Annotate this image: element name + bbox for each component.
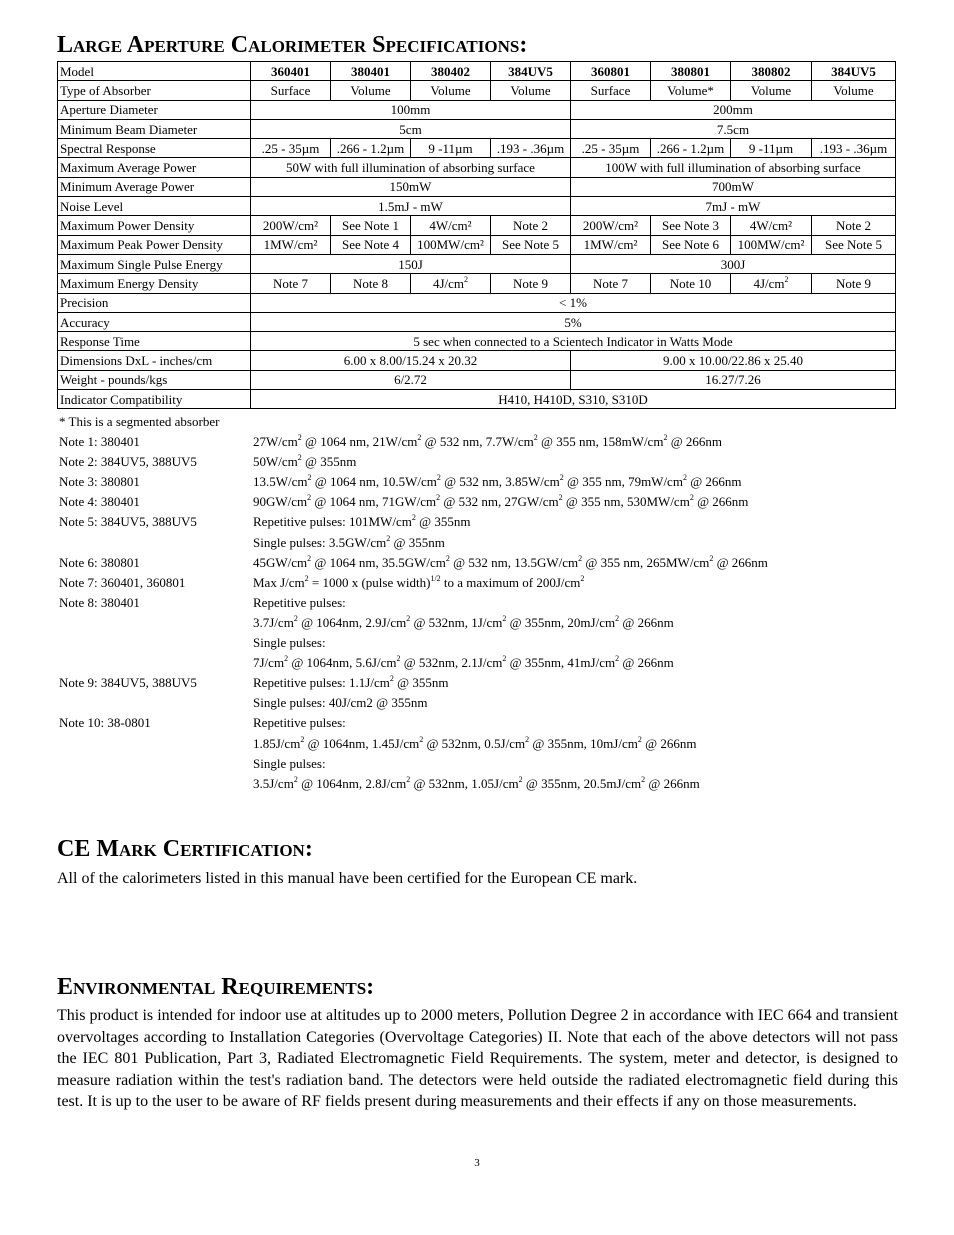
table-cell: 384UV5 (491, 62, 571, 81)
spec-heading: Large Aperture Calorimeter Specifications: (57, 32, 528, 58)
specifications-table (57, 61, 896, 409)
page-number: 3 (474, 1157, 480, 1169)
row-label-cell: Maximum Peak Power Density (58, 235, 251, 254)
note-row (59, 693, 899, 713)
table-cell: 384UV5 (812, 62, 896, 81)
note-row (59, 412, 899, 432)
table-cell: 9 -11µm (731, 139, 812, 158)
table-cell: Surface (571, 81, 651, 100)
table-cell: 4W/cm² (731, 216, 812, 235)
note-text: $45GW/cm^2$ @ 1064 nm, $35.5GW/cm^2$ @ 532 nm, $13.5GW/cm^2$ @ 355 nm, $265MW/cm^2$ @ 266nm (253, 553, 768, 570)
note-label: Note 3: 380801 (59, 474, 140, 490)
row-label-cell: Response Time (58, 332, 251, 351)
table-cell: 700mW (571, 177, 896, 196)
note-row (59, 633, 899, 653)
table-cell: See Note 1 (331, 216, 411, 235)
table-cell: Surface (251, 81, 331, 100)
note-text: $3.5J/cm^2$ @ 1064nm, $2.8J/cm^2$ @ 532nm, $1.05J/cm^2$ @ 355nm, $20.5mJ/cm^2$ @ 266nm (253, 774, 700, 791)
table-cell: H410, H410D, S310, S310D (251, 390, 896, 409)
table-cell: 1.5mJ - mW (251, 197, 571, 216)
note-row (59, 734, 899, 754)
table-cell: Volume (812, 81, 896, 100)
table-row (58, 370, 896, 389)
note-text: Single pulses: $3.5GW/cm^2$ @ 355nm (253, 533, 445, 550)
table-cell: Volume (731, 81, 812, 100)
note-label: Note 9: 384UV5, 388UV5 (59, 675, 197, 691)
note-text: Max $J/cm^2 = 1000$ x (pulse width)$^{1/2}$ to a maximum of $200J/cm^2$ (253, 573, 585, 590)
table-cell: 4W/cm² (411, 216, 491, 235)
table-cell: .25 - 35µm (571, 139, 651, 158)
table-cell: .266 - 1.2µm (651, 139, 731, 158)
note-label (59, 693, 253, 713)
table-cell: .193 - .36µm (491, 139, 571, 158)
table-row (58, 235, 896, 254)
note-label (59, 774, 253, 794)
note-label: Note 2: 384UV5, 388UV5 (59, 454, 197, 470)
note-row (59, 573, 899, 593)
row-label-cell: Type of Absorber (58, 81, 251, 100)
row-label-cell: Minimum Average Power (58, 177, 251, 196)
ce-text: All of the calorimeters listed in this manual have been certified for the European CE mark. (57, 870, 638, 887)
row-label-cell: Dimensions DxL - inches/cm (58, 351, 251, 370)
table-cell: 200W/cm² (251, 216, 331, 235)
note-label (59, 633, 253, 653)
table-cell: 360801 (571, 62, 651, 81)
table-cell: 7mJ - mW (571, 197, 896, 216)
row-label-cell: Precision (58, 293, 251, 312)
row-label-cell: Noise Level (58, 197, 251, 216)
row-label-cell: Spectral Response (58, 139, 251, 158)
table-cell: < 1% (251, 293, 896, 312)
table-cell: 6/2.72 (251, 370, 571, 389)
note-label (59, 533, 253, 553)
table-cell: See Note 5 (812, 235, 896, 254)
note-text: $7J/cm^2$ @ 1064nm, $5.6J/cm^2$ @ 532nm, $2.1J/cm^2$ @ 355nm, $41mJ/cm^2$ @ 266nm (253, 654, 674, 671)
table-row (58, 254, 896, 273)
table-row (58, 100, 896, 119)
row-label-cell: Maximum Power Density (58, 216, 251, 235)
note-label: Note 10: 38-0801 (59, 715, 151, 731)
table-cell: 380402 (411, 62, 491, 81)
table-cell: 150J (251, 254, 571, 273)
table-cell: Volume (331, 81, 411, 100)
table-cell: 100MW/cm² (731, 235, 812, 254)
note-text: Single pulses: (253, 635, 326, 651)
table-row (58, 81, 896, 100)
row-label-cell: Indicator Compatibility (58, 390, 251, 409)
table-row (58, 119, 896, 138)
table-cell: 380802 (731, 62, 812, 81)
table-cell: 360401 (251, 62, 331, 81)
table-cell: 9.00 x 10.00/22.86 x 25.40 (571, 351, 896, 370)
table-cell: Note 10 (651, 274, 731, 293)
note-label (59, 754, 253, 774)
table-cell: Note 9 (812, 274, 896, 293)
table-cell: 7.5cm (571, 119, 896, 138)
note-text (253, 412, 899, 432)
note-label (59, 613, 253, 633)
table-row (58, 197, 896, 216)
table-cell: Note 2 (812, 216, 896, 235)
table-row (58, 274, 896, 293)
table-cell: 380401 (331, 62, 411, 81)
note-row (59, 653, 899, 673)
table-cell: .193 - .36µm (812, 139, 896, 158)
note-row (59, 492, 899, 512)
table-cell: 380801 (651, 62, 731, 81)
table-cell: 6.00 x 8.00/15.24 x 20.32 (251, 351, 571, 370)
note-row (59, 593, 899, 613)
table-cell: 150mW (251, 177, 571, 196)
table-row (58, 332, 896, 351)
table-row (58, 158, 896, 177)
table-cell: 1MW/cm² (251, 235, 331, 254)
note-text: $13.5W/cm^2$ @ 1064 nm, $10.5W/cm^2$ @ 532 nm, $3.85W/cm^2$ @ 355 nm, $79mW/cm^2$ @ 266nm (253, 473, 742, 490)
table-cell: Note 7 (251, 274, 331, 293)
note-label: Note 5: 384UV5, 388UV5 (59, 514, 197, 530)
note-row (59, 713, 899, 733)
note-row (59, 613, 899, 633)
note-label: Note 4: 380401 (59, 494, 140, 510)
note-label: Note 1: 380401 (59, 434, 140, 450)
table-row (58, 139, 896, 158)
row-label-cell: Model (58, 62, 251, 81)
table-cell: 100mm (251, 100, 571, 119)
table-cell: 5cm (251, 119, 571, 138)
table-row (58, 351, 896, 370)
table-cell: 1MW/cm² (571, 235, 651, 254)
note-text: Single pulses: 40J/cm2 @ 355nm (253, 695, 428, 711)
note-text: Repetitive pulses: (253, 594, 346, 610)
table-row (58, 390, 896, 409)
note-text: Single pulses: (253, 755, 326, 771)
row-label-cell: Maximum Single Pulse Energy (58, 254, 251, 273)
table-header-row (58, 62, 896, 81)
table-cell: Note 7 (571, 274, 651, 293)
note-label: Note 8: 380401 (59, 594, 140, 610)
table-cell: See Note 5 (491, 235, 571, 254)
environmental-heading: Environmental Requirements: (57, 974, 375, 1000)
table-cell: 100MW/cm² (411, 235, 491, 254)
table-cell: 200W/cm² (571, 216, 651, 235)
note-text: $1.85J/cm^2$ @ 1064nm, $1.45J/cm^2$ @ 532nm, $0.5J/cm^2$ @ 355nm, $10mJ/cm^2$ @ 266nm (253, 734, 697, 751)
table-row (58, 177, 896, 196)
table-cell: .25 - 35µm (251, 139, 331, 158)
note-text: $3.7J/cm^2$ @ 1064nm, $2.9J/cm^2$ @ 532nm, $1J/cm^2$ @ 355nm, $20mJ/cm^2$ @ 266nm (253, 613, 674, 630)
table-row (58, 293, 896, 312)
row-label-cell: Accuracy (58, 312, 251, 331)
table-cell: $4J/cm^2$ (411, 274, 491, 293)
table-cell: See Note 6 (651, 235, 731, 254)
note-row (59, 533, 899, 553)
table-cell: 5% (251, 312, 896, 331)
note-label: Note 7: 360401, 360801 (59, 574, 186, 590)
table-cell: .266 - 1.2µm (331, 139, 411, 158)
table-cell: Note 9 (491, 274, 571, 293)
row-label-cell: Maximum Energy Density (58, 274, 251, 293)
table-cell: $4J/cm^2$ (731, 274, 812, 293)
notes-list (59, 412, 899, 794)
table-cell: See Note 3 (651, 216, 731, 235)
table-cell: Note 8 (331, 274, 411, 293)
row-label-cell: Minimum Beam Diameter (58, 119, 251, 138)
note-row (59, 452, 899, 472)
note-row (59, 432, 899, 452)
table-row (58, 216, 896, 235)
note-text: Repetitive pulses: $1.1J/cm^2$ @ 355nm (253, 674, 449, 691)
table-row (58, 312, 896, 331)
row-label-cell: Maximum Average Power (58, 158, 251, 177)
table-cell: Volume* (651, 81, 731, 100)
table-cell: Volume (411, 81, 491, 100)
note-text: $50W/cm^2$ @ 355nm (253, 453, 357, 470)
note-text: $27W/cm^2$ @ 1064 nm, $21W/cm^2$ @ 532 nm, $7.7W/cm^2$ @ 355 nm, $158mW/cm^2$ @ 266nm (253, 433, 723, 450)
note-text: Repetitive pulses: (253, 715, 346, 731)
row-label-cell: Aperture Diameter (58, 100, 251, 119)
note-row (59, 754, 899, 774)
ce-heading: CE Mark Certification: (57, 836, 313, 862)
note-row (59, 512, 899, 532)
note-label: * This is a segmented absorber (59, 414, 220, 429)
note-label (59, 653, 253, 673)
table-cell: See Note 4 (331, 235, 411, 254)
table-cell: Volume (491, 81, 571, 100)
note-row (59, 774, 899, 794)
note-row (59, 673, 899, 693)
environmental-text: This product is intended for indoor use at altitudes up to 2000 meters, Pollution Degree 2 in accordance with IEC 664 and transient overvoltages according to Installation Categories (Overvoltage Categories) II. Note that each of the above detectors will not pass the IEC 801 Publication, Part 3, Radiated Electromagnetic Field Requirements. The system, meter and detector, is designed to measure radiation within the test's radiation band. The detectors were held outside the radiated electromagnetic field during this test. It is up to the user to be aware of RF fields present during measurements and their effects if any on those measurements. (57, 1007, 898, 1110)
note-label (59, 734, 253, 754)
note-label: Note 6: 380801 (59, 554, 140, 570)
table-cell: 16.27/7.26 (571, 370, 896, 389)
table-cell: 200mm (571, 100, 896, 119)
table-cell: 300J (571, 254, 896, 273)
note-row (59, 553, 899, 573)
table-cell: 50W with full illumination of absorbing surface (251, 158, 571, 177)
note-text: Repetitive pulses: $101MW/cm^2$ @ 355nm (253, 513, 471, 530)
note-text: $90GW/cm^2$ @ 1064 nm, $71GW/cm^2$ @ 532 nm, $27GW/cm^2$ @ 355 nm, $530MW/cm^2$ @ 266nm (253, 493, 749, 510)
table-cell: 5 sec when connected to a Scientech Indicator in Watts Mode (251, 332, 896, 351)
table-cell: Note 2 (491, 216, 571, 235)
row-label-cell: Weight - pounds/kgs (58, 370, 251, 389)
note-row (59, 472, 899, 492)
table-cell: 100W with full illumination of absorbing surface (571, 158, 896, 177)
table-cell: 9 -11µm (411, 139, 491, 158)
